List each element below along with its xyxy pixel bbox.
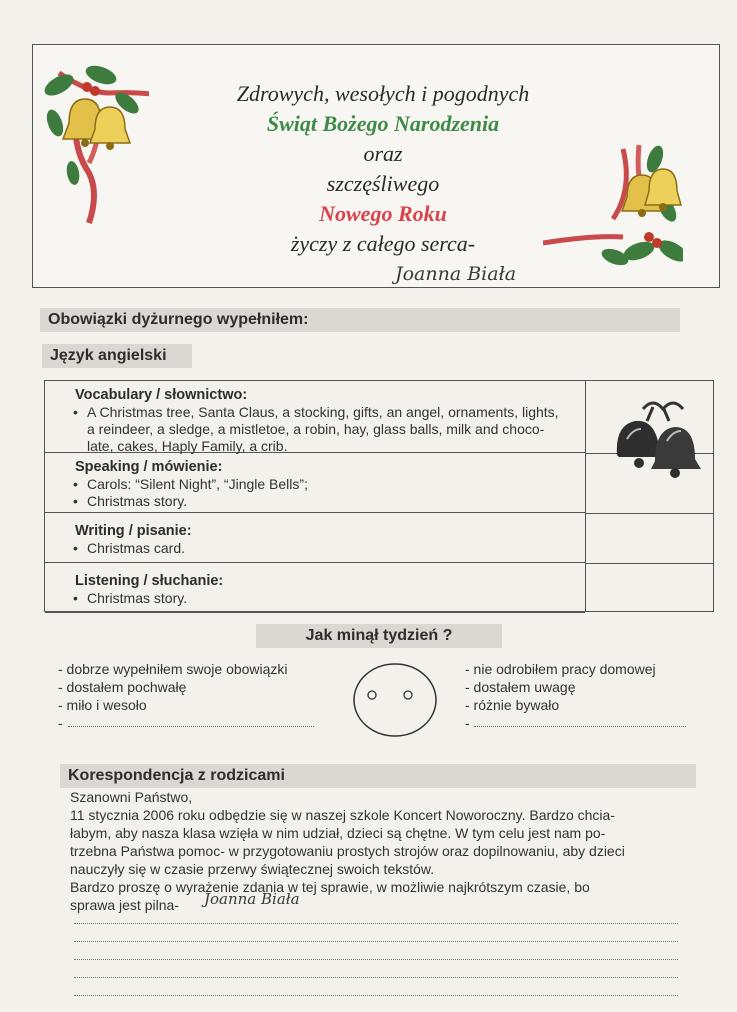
- week-right-1: - nie odrobiłem pracy domowej: [465, 661, 656, 677]
- bullet: •: [73, 404, 78, 420]
- blank-face-icon: [352, 662, 438, 738]
- week-right-blank-line: [474, 725, 686, 727]
- vocab-line-3: late, cakes, Haply Family, a crib.: [87, 438, 288, 454]
- week-right-4: -: [465, 715, 470, 731]
- greeting-line-4: szczęśliwego: [326, 171, 440, 196]
- writing-item-1: Christmas card.: [87, 540, 186, 556]
- greeting-text: [183, 79, 583, 259]
- bullet: •: [73, 493, 78, 509]
- correspondence-text: [70, 788, 710, 914]
- reply-line: [74, 922, 678, 924]
- correspondence-line: sprawa jest pilna-: [70, 897, 179, 913]
- table-divider: [585, 513, 713, 514]
- bullet: •: [73, 476, 78, 492]
- table-row-vocabulary: [45, 381, 585, 453]
- bells-holly-icon: [543, 139, 683, 289]
- week-right-2: - dostałem uwagę: [465, 679, 576, 695]
- bells-icon: [603, 399, 703, 479]
- reply-line: [74, 994, 678, 996]
- greeting-line-3: oraz: [363, 141, 403, 166]
- listening-item-1: Christmas story.: [87, 590, 188, 606]
- correspondence-line: Bardzo proszę o wyrażenie zdania w tej sprawie, w możliwie najkrótszym czasie, bo: [70, 879, 590, 895]
- greeting-box: [32, 44, 720, 288]
- vocab-heading: Vocabulary / słownictwo:: [75, 387, 248, 403]
- vocab-line-1: A Christmas tree, Santa Claus, a stocking, gifts, an angel, ornaments, lights,: [87, 404, 559, 420]
- bells-holly-icon: [39, 63, 149, 233]
- week-right-3: - różnie bywało: [465, 697, 560, 713]
- greeting-line-5: Nowego Roku: [319, 201, 447, 226]
- reply-line: [74, 940, 678, 942]
- speaking-item-2: Christmas story.: [87, 493, 188, 509]
- correspondence-signature: Joanna Biała: [204, 890, 300, 908]
- correspondence-line: łabym, aby nasza klasa wzięła w nim udział, dzieci są chętne. W tym celu jest nam po-: [70, 825, 606, 841]
- week-left-blank-line: [68, 725, 314, 727]
- table-row-listening: [45, 563, 585, 613]
- writing-heading: Writing / pisanie:: [75, 523, 192, 539]
- correspondence-line: Szanowni Państwo,: [70, 789, 193, 805]
- lesson-table: [44, 380, 714, 612]
- week-left-2: - dostałem pochwałę: [58, 679, 187, 695]
- listening-heading: Listening / słuchanie:: [75, 573, 224, 589]
- speaking-heading: Speaking / mówienie:: [75, 459, 223, 475]
- table-row-speaking: [45, 453, 585, 513]
- reply-line: [74, 976, 678, 978]
- vocab-line-2: a reindeer, a sledge, a mistletoe, a robin, hay, glass balls, milk and choco-: [87, 421, 545, 437]
- subject-heading: Język angielski: [42, 344, 192, 368]
- correspondence-line: trzebna Państwa pomoc- w przygotowaniu prostych strojów oraz dopilnowaniu, aby dzieci: [70, 843, 625, 859]
- table-row-writing: [45, 513, 585, 563]
- week-left-4: -: [58, 715, 63, 731]
- reply-line: [74, 958, 678, 960]
- correspondence-heading: Korespondencja z rodzicami: [60, 764, 696, 788]
- greeting-signature: Joanna Biała: [395, 263, 517, 285]
- bullet: •: [73, 540, 78, 556]
- table-divider: [585, 563, 713, 564]
- speaking-item-1: Carols: “Silent Night”, “Jingle Bells”;: [87, 476, 308, 492]
- bullet: •: [73, 590, 78, 606]
- week-heading: Jak minął tydzień ?: [256, 624, 502, 648]
- week-left-1: - dobrze wypełniłem swoje obowiązki: [58, 661, 288, 677]
- table-divider: [585, 381, 586, 611]
- greeting-line-2: Świąt Bożego Narodzenia: [266, 111, 500, 136]
- greeting-line-1: Zdrowych, wesołych i pogodnych: [236, 81, 530, 106]
- correspondence-line: nauczyły się w czasie przerwy świątecznej swoich tekstów.: [70, 861, 435, 877]
- week-left-3: - miło i wesoło: [58, 697, 147, 713]
- correspondence-line: 11 stycznia 2006 roku odbędzie się w naszej szkole Koncert Noworoczny. Bardzo chcia-: [70, 807, 615, 823]
- greeting-line-6: życzy z całego serca-: [290, 231, 476, 256]
- duties-heading: Obowiązki dyżurnego wypełniłem:: [40, 308, 680, 332]
